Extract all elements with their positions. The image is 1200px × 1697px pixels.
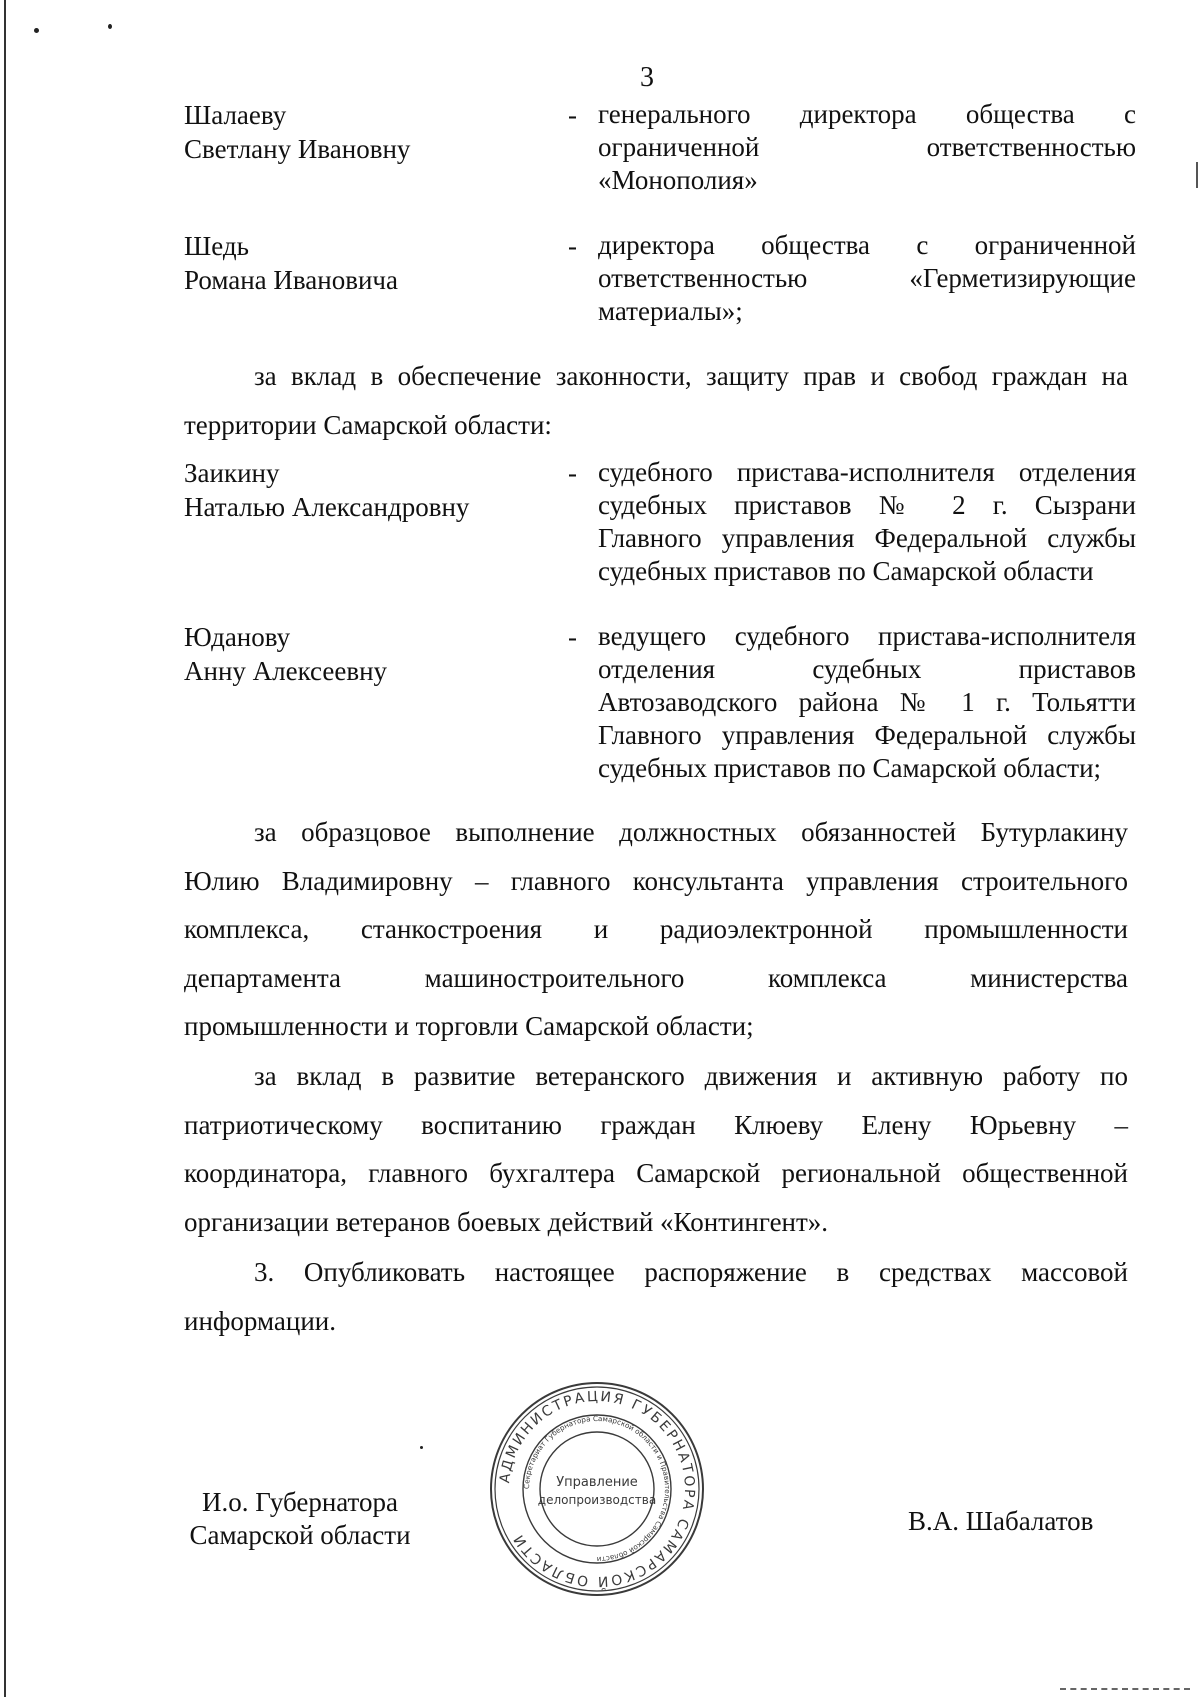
scan-edge-line <box>4 0 6 1697</box>
official-stamp <box>488 1380 706 1598</box>
paragraph-rights: за вклад в обеспечение законности, защиту прав и свобод граждан на территории Самарской области: <box>184 361 1128 440</box>
awardee-name: Заикину Наталью Александровну <box>184 458 470 522</box>
stamp-outer-text: АДМИНИСТРАЦИЯ ГУБЕРНАТОРА САМАРСКОЙ ОБЛАСТИ <box>497 1388 698 1590</box>
scan-speck <box>420 1446 423 1449</box>
stamp-seal-graphic <box>488 1380 706 1598</box>
awardee-dash: - <box>568 622 577 652</box>
awardee-role: директора общества с ограниченной ответственностью «Герметизирующие материалы»; <box>598 230 1136 326</box>
stamp-middle-text: Секретариат Губернатора Самарской области и Правительства Самарской области <box>521 1413 673 1565</box>
signatory-title: И.о. Губернатора Самарской области <box>189 1487 411 1550</box>
awardee-role: ведущего судебного пристава-исполнителя отделения судебных приставов Автозаводского района № 1 г. Тольятти Главного управления Федеральной службы судебных приставов по Самарской области; <box>598 621 1136 783</box>
awardee-dash: - <box>568 100 577 130</box>
scan-speck <box>34 28 39 33</box>
scan-speck <box>108 24 112 29</box>
scan-edge-mark <box>1196 162 1198 188</box>
awardee-role: судебного пристава-исполнителя отделения судебных приставов № 2 г. Сызрани Главного управления Федеральной службы судебных приставов по Самарской области <box>598 457 1136 586</box>
awardee-name: Шедь Романа Ивановича <box>184 231 398 295</box>
scan-bottom-dash <box>1060 1688 1190 1690</box>
paragraph-veterans: за вклад в развитие ветеранского движения и активную работу по патриотическому воспитанию граждан Клюеву Елену Юрьевну – координатора, главного бухгалтера Самарской региональной общественной организации ветеранов боевых действий «Контингент». <box>184 1061 1128 1237</box>
awardee-name: Шалаеву Светлану Ивановну <box>184 100 411 164</box>
stamp-center-line: Управление <box>556 1475 638 1490</box>
awardee-name: Юданову Анну Алексеевну <box>184 622 388 686</box>
page-number: 3 <box>640 62 654 93</box>
awardee-role: генерального директора общества с ограниченной ответственностью «Монополия» <box>598 99 1136 195</box>
paragraph-duties: за образцовое выполнение должностных обязанностей Бутурлакину Юлию Владимировну – главного консультанта управления строительного комплекса, станкостроения и радиоэлектронной промышленности департамента машиностроительного комплекса министерства промышленности и торговли Самарской области; <box>184 817 1128 1041</box>
signatory-name: В.А. Шабалатов <box>908 1506 1094 1536</box>
paragraph-publish: 3. Опубликовать настоящее распоряжение в средствах массовой информации. <box>184 1257 1128 1336</box>
awardee-dash: - <box>568 458 577 488</box>
stamp-center-line: делопроизводства <box>537 1493 657 1507</box>
awardee-dash: - <box>568 231 577 261</box>
